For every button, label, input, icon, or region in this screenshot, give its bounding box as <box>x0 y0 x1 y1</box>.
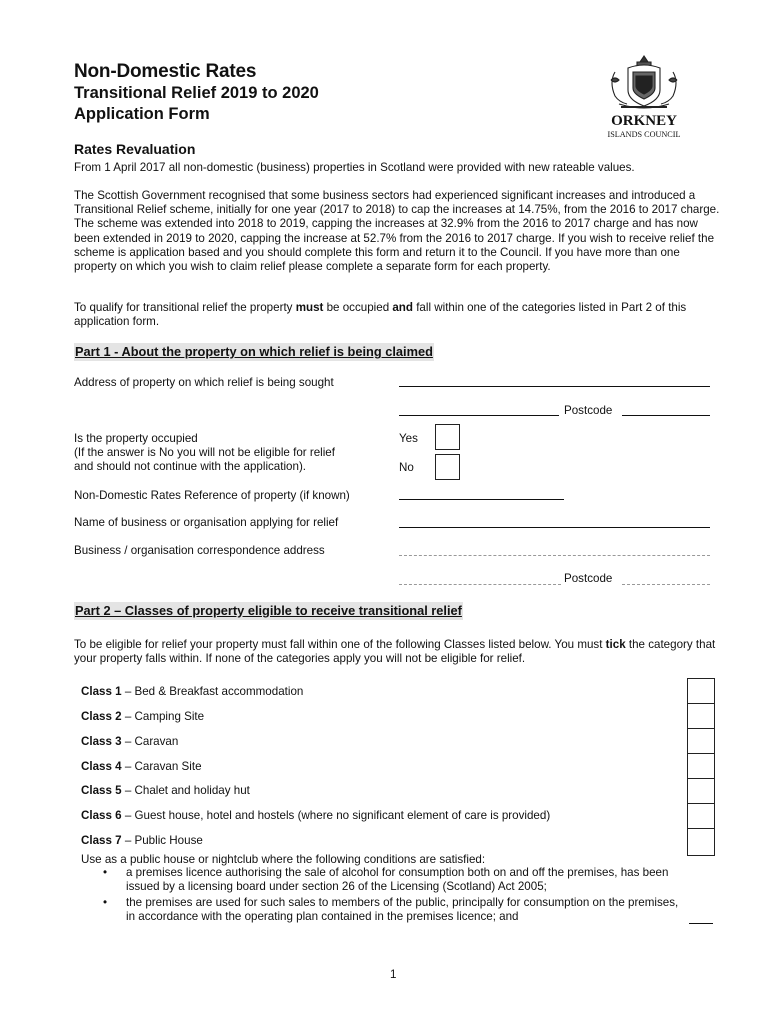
class-label: Class 5 <box>81 784 122 797</box>
orkney-council-logo <box>597 52 691 142</box>
business-name-label: Name of business or organisation applying for relief <box>74 516 339 529</box>
svg-text:ORKNEY: ORKNEY <box>611 113 677 129</box>
class-label: Class 2 <box>81 710 122 723</box>
class-2-checkbox[interactable] <box>688 704 714 729</box>
occupied-question: Is the property occupied <box>74 432 198 445</box>
correspondence-line-1[interactable] <box>399 555 710 556</box>
no-checkbox[interactable] <box>435 454 460 480</box>
class-item <box>81 784 250 798</box>
class-label: Class 6 <box>81 809 122 822</box>
occupied-note-2: and should not continue with the application). <box>74 460 307 473</box>
class-7-checkbox[interactable] <box>688 829 714 856</box>
class-description: – Caravan Site <box>121 760 202 773</box>
form-subtitle: Transitional Relief 2019 to 2020 <box>74 84 319 102</box>
class-label: Class 4 <box>81 760 122 773</box>
reference-label: Non-Domestic Rates Reference of property (if known) <box>74 489 350 502</box>
class-label: Class 3 <box>81 735 122 748</box>
bullet-item-1: a premises licence authorising the sale of alcohol for consumption both on and off the premises, has been issued by a licensing board under section 26 of the Licensing (Scotland) Act 2005; <box>126 866 669 893</box>
intro-paragraph-3: To qualify for transitional relief the property must be occupied and fall within one of the categories listed in Part 2 of this application form. <box>74 301 687 329</box>
class-3-checkbox[interactable] <box>688 729 714 754</box>
bullet-item-2: the premises are used for such sales to members of the public, principally for consumption on the premises, in accordance with the operating plan contained in the premises licence; and <box>126 896 679 923</box>
class-description: – Caravan <box>121 735 179 748</box>
postcode-label: Postcode <box>564 404 613 417</box>
section-heading-rates-revaluation: Rates Revaluation <box>74 141 196 157</box>
bullet-icon: • <box>103 866 108 879</box>
occupied-note-1: (If the answer is No you will not be eligible for relief <box>74 446 335 459</box>
class-item <box>81 809 550 823</box>
postcode-label-2: Postcode <box>564 572 613 585</box>
svg-text:ISLANDS COUNCIL: ISLANDS COUNCIL <box>607 130 681 139</box>
class-1-checkbox[interactable] <box>688 679 714 704</box>
class-description: – Bed & Breakfast accommodation <box>121 685 304 698</box>
correspondence-line-2[interactable] <box>399 584 561 585</box>
class-item <box>81 760 202 774</box>
public-house-note: Use as a public house or nightclub where the following conditions are satisfied: <box>81 853 486 866</box>
class-item <box>81 710 204 724</box>
part1-heading: Part 1 - About the property on which relief is being claimed <box>75 344 433 359</box>
class-item <box>81 735 178 749</box>
address-label: Address of property on which relief is being sought <box>74 376 334 389</box>
class-6-checkbox[interactable] <box>688 804 714 829</box>
form-type: Application Form <box>74 105 210 123</box>
reference-field[interactable] <box>399 499 564 500</box>
class-label: Class 1 <box>81 685 122 698</box>
class-item <box>81 834 203 848</box>
class-description: – Guest house, hotel and hostels (where no significant element of care is provided) <box>121 809 551 822</box>
class-7-tick-line[interactable] <box>689 923 713 924</box>
bullet-icon: • <box>103 896 108 909</box>
correspondence-address-label: Business / organisation correspondence address <box>74 544 325 557</box>
no-label: No <box>399 461 414 474</box>
crest-icon <box>597 52 691 142</box>
class-tick-column <box>687 678 715 856</box>
business-name-field[interactable] <box>399 527 710 528</box>
postcode-field[interactable] <box>622 415 710 416</box>
page-number: 1 <box>390 968 397 981</box>
correspondence-postcode-field[interactable] <box>622 584 710 585</box>
part2-heading: Part 2 – Classes of property eligible to receive transitional relief <box>75 603 462 618</box>
intro-paragraph-1: From 1 April 2017 all non-domestic (business) properties in Scotland were provided with new rateable values. <box>74 161 635 174</box>
part2-intro: To be eligible for relief your property must fall within one of the following Classes listed below. You must tick the category that your property falls within. If none of the categories apply you will not be eligible for relief. <box>74 638 716 666</box>
class-description: – Camping Site <box>121 710 205 723</box>
class-5-checkbox[interactable] <box>688 779 714 804</box>
address-line-1[interactable] <box>399 386 710 387</box>
address-line-2[interactable] <box>399 415 559 416</box>
class-4-checkbox[interactable] <box>688 754 714 779</box>
yes-label: Yes <box>399 432 418 445</box>
page-title: Non-Domestic Rates <box>74 61 257 82</box>
class-description: – Chalet and holiday hut <box>121 784 250 797</box>
class-item <box>81 685 303 699</box>
class-label: Class 7 <box>81 834 122 847</box>
intro-paragraph-2: The Scottish Government recognised that some business sectors had experienced significant increases and introduced a Transitional Relief scheme, initially for one year (2017 to 2018) to cap the increases at 14.75%, from the 2016 to 2017 charge. The scheme was extended into 2018 to 2019, capping the increases at 32.9% from the 2016 to 2017 charge and has now been extended in 2019 to 2020, capping the increase at 52.7% from the 2016 to 2017 charge. If you wish to receive relief the scheme is application based and you should complete this form and return it to the Council. If you have more than one property on which you wish to claim relief please complete a separate form for each property. <box>74 189 720 274</box>
yes-checkbox[interactable] <box>435 424 460 450</box>
class-description: – Public House <box>121 834 203 847</box>
